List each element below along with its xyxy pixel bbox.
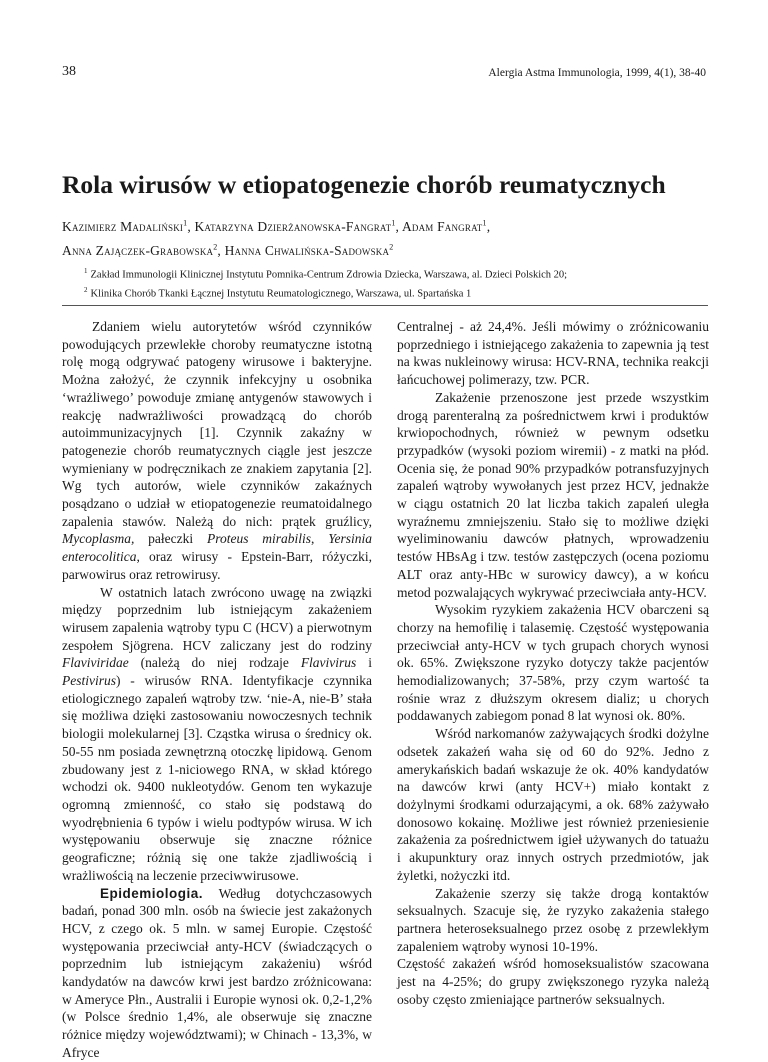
running-header: Alergia Astma Immunologia, 1999, 4(1), 38-40: [488, 67, 706, 79]
paragraph: Epidemiologia. Według dotychczasowych badań, ponad 300 mln. osób na świecie jest zakażonych HCV, z czego ok. 5 mln. w samej Europie. Częstość występowania przeciwciał anty-HCV (świadczących o poprzednim lub istniejącym zakażeniu) wśród kandydatów na dawców krwi jest bardzo zróżnicowana: w Ameryce Płn., Australii i Europie wynosi ok. 0,2-1,2% (w Polsce średnio 1,4%, ale obserwuje się znaczne różnice między województwami); w Chinach - 13,3%, w Afryce: [62, 885, 372, 1060]
affiliation: $^2$ Klinika Chorób Tkanki Łącznej Instytutu Reumatologicznego, Warszawa, ul. Spartańska 1: [84, 285, 472, 299]
paragraph: Częstość zakażeń wśród homoseksualistów szacowana jest na 4-25%; do grupy zwiększonego ryzyka należą osoby często zmieniające partnerów seksualnych.: [397, 956, 709, 1007]
author-list: [62, 212, 490, 261]
author: Kazimierz Madaliński$^1$,: [62, 218, 195, 234]
author: Anna Zajączek-Grabowska$^2$,: [62, 242, 225, 258]
right-column: [397, 318, 709, 1008]
affiliation: $^1$ Zakład Immunologii Klinicznej Instytutu Pomnika-Centrum Zdrowia Dziecka, Warszawa, al. Dzieci Polskich 20;: [84, 267, 568, 281]
paragraph: Zakażenie szerzy się także drogą kontaktów seksualnych. Szacuje się, że ryzyko zakażenia stałego partnera heteroseksualnego przez osobę z przewlekłym zapaleniem wątroby wynosi 10-19%.: [397, 885, 709, 954]
paragraph: W ostatnich latach zwrócono uwagę na związki między poprzednim lub istniejącym zakażeniem wirusem zapalenia wątroby typu C (HCV) a pierwotnym zespołem Sjögrena. HCV zaliczany jest do rodziny Flaviviridae (należą do niej rodzaje Flavivirus i Pestivirus) - wirusów RNA. Identyfikacje czynnika etiologicznego zapaleń wątroby tzw. ‘nie-A, nie-B’ stała się możliwa dzięki zastosowaniu nowoczesnych technik biologii molekularnej [3]. Cząstka wirusa o średnicy ok. 50-55 nm posiada zewnętrzną otoczkę lipidową. Genom zbudowany jest z 1-niciowego RNA, w skład którego wchodzi ok. 9400 nukleotydów. Genom ten wykazuje ogromną zmienność, co stało się podstawą do wyodrębnienia 6 typów i wielu podtypów wirusa. W ich występowaniu obserwuje się znaczne różnice geograficzne; różnią się one także zjadliwością i wrażliwością na leczenie przeciwwirusowe.: [62, 584, 372, 883]
paragraph: Centralnej - aż 24,4%. Jeśli mówimy o zróżnicowaniu poprzedniego i istniejącego zakażenia to zapewnia ją test na kwas nukleinowy wirusa: HCV-RNA, technika reakcji łańcuchowej polimerazy, tzw. PCR.: [397, 319, 709, 388]
author: Adam Fangrat$^1$,: [401, 218, 491, 234]
paragraph: Zakażenie przenoszone jest przede wszystkim drogą parenteralną za pośrednictwem krwi i produktów krwiopochodnych, również w pewnym odsetku przypadków (wysoki poziom wiremii) - z matki na płód. Ocenia się, że ponad 90% przypadków potransfuzyjnych zapaleń wątroby wywołanych jest przez HCV, jednakże w ciągu ostatnich 20 lat liczba takich zapaleń uległa wyraźnemu zmniejszeniu. Stało się to możliwe dzięki wyeliminowaniu dawców płatnych, wprowadzeniu testów HBsAg i tzw. testów zastępczych (ocena poziomu ALT oraz anty-HBc w surowicy dawcy), a w końcu metod pozwalających wykrywać przeciwciała anty-HCV.: [397, 389, 709, 600]
affiliations: [84, 264, 567, 301]
author: Hanna Chwalińska-Sadowska$^2$: [224, 242, 394, 258]
header-divider: [62, 305, 708, 306]
page-number: 38: [62, 64, 76, 79]
section-heading: Epidemiologia.: [100, 885, 204, 901]
paragraph: Wysokim ryzykiem zakażenia HCV obarczeni są chorzy na hemofilię i talasemię. Częstość występowania przeciwciał anty-HCV w tych grupach chorych wynosi ok. 65%. Zwiększone ryzyko dotyczy także pacjentów hemodializowanych; 37-58%, przy czym wartość ta rośnie wraz z dłuższym okresem dializ; u chorych poddawanych zabiegom ponad 8 lat wynosi ok. 80%.: [397, 602, 709, 724]
paragraph: Wśród narkomanów zażywających środki dożylne odsetek zakażeń waha się od 60 do 92%. Jedno z amerykańskich badań wskazuje że ok. 40% kandydatów na dawców krwi (anty HCV+) miało kontakt z dożylnymi środkami odurzającymi, a ok. 68% zażywało donosowo kokainę. Możliwe jest również przeniesienie zakażenia za pośrednictwem igieł używanych do tatuażu i akupunktury oraz innych ostrych przedmiotów, jak żyletki, nożyczki itd.: [397, 726, 709, 883]
article-title: Rola wirusów w etiopatogenezie chorób reumatycznych: [62, 170, 666, 199]
left-column: [62, 318, 372, 1062]
author: Katarzyna Dzierżanowska-Fangrat$^1$,: [194, 218, 402, 234]
paragraph: Zdaniem wielu autorytetów wśród czynników powodujących przewlekłe choroby reumatyczne istotną rolę mogą odgrywać patogeny wirusowe i bakteryjne. Można założyć, że czynnik infekcyjny u osobnika ‘wrażliwego’ powoduje zmianę antygenów stawowych i reakcję nadwrażliwości prowadzącą do chorób autoimmunizacyjnych [1]. Czynnik zakaźny w patogenezie chorób reumatycznych ciągle jest jeszcze wymieniany w podręcznikach ze znakiem zapytania [2]. Wg tych autorów, wiele czynników zakaźnych posądzano o udział w etiopatogenezie reumatoidalnego zapalenia stawów. Należą do nich: prątek gruźlicy, Mycoplasma, pałeczki Proteus mirabilis, Yersinia enterocolitica, oraz wirusy - Epstein-Barr, różyczki, parwowirus oraz retrowirusy.: [62, 319, 372, 582]
